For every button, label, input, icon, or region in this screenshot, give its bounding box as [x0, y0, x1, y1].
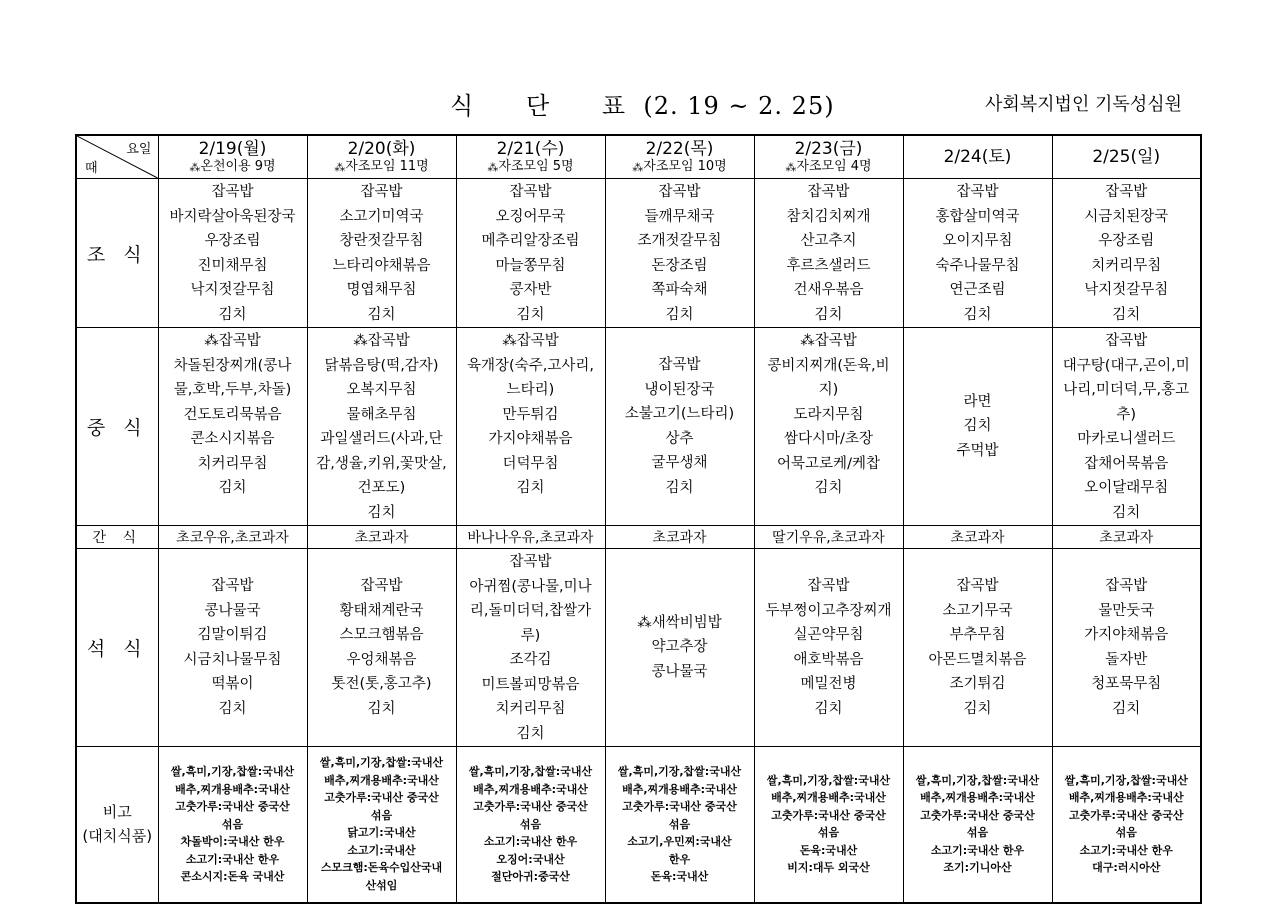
remark-line: 배추,찌개용배추:국내산 — [920, 791, 1035, 805]
menu-item: 조각김 — [509, 652, 552, 668]
remark-line: 비지:대두 외국산 — [787, 861, 870, 875]
menu-item: 도라지무침 — [793, 406, 864, 423]
remarks-row — [76, 747, 1201, 903]
menu-item: 바지락살아욱된장국 — [169, 208, 296, 225]
remark-line: 배추,찌개용배추:국내산 — [771, 791, 886, 805]
remark-line: 소고기:국내산 한우 — [185, 852, 280, 866]
header-row — [76, 135, 1201, 179]
remarks-label — [76, 747, 158, 903]
remarks-cell — [456, 747, 605, 903]
day-note-text: 자조모임 5명 — [498, 158, 574, 174]
menu-item: 김치 — [367, 700, 396, 717]
remark-line: 섞음 — [519, 817, 542, 831]
menu-item: 조개젓갈무침 — [637, 233, 722, 249]
lunch-cell — [1052, 328, 1201, 526]
remark-line: 쌀,흑미,기장,찹쌀:국내산 — [617, 765, 742, 778]
remark-line: 섞음 — [221, 817, 244, 831]
menu-item: 라면 — [963, 393, 992, 410]
menu-item: 숙주나물무침 — [935, 257, 1020, 274]
menu-item: 떡볶이 — [211, 676, 254, 692]
menu-item: 약고추장 — [651, 639, 708, 656]
remark-line: 쌀,흑미,기장,찹쌀:국내산 — [766, 773, 891, 787]
page-title: 식 단 표 (2. 19 ~ 2. 25) — [450, 92, 835, 120]
menu-item: 물만둣국 — [1098, 602, 1155, 619]
menu-item: 김치 — [963, 306, 992, 323]
day-note — [310, 159, 454, 176]
day-header-2 — [307, 135, 456, 179]
menu-item: 소고기무국 — [942, 602, 1013, 619]
snack-cell: 초코우유,초코과자 — [158, 526, 307, 549]
menu-item: 김치 — [814, 306, 843, 323]
menu-item: 마카로니샐러드 — [1077, 431, 1176, 447]
remark-line: 배추,찌개용배추:국내산 — [1068, 791, 1184, 805]
menu-item: 명엽채무침 — [346, 282, 417, 298]
remark-line: 섞음 — [817, 826, 840, 840]
menu-item: 후르츠샐러드 — [786, 257, 871, 274]
menu-item: 김치 — [516, 306, 545, 323]
menu-item: 치커리무침 — [1091, 257, 1162, 274]
remark-line: 닭고기:국내산 — [347, 826, 416, 840]
day-note — [757, 159, 901, 176]
menu-item: 오징어무국 — [495, 208, 566, 225]
lunch-cell — [158, 328, 307, 526]
remark-line: 고춧가루:국내산 중국산 — [1069, 808, 1184, 822]
snack-cell: 초코과자 — [1052, 526, 1201, 549]
breakfast-row — [76, 179, 1201, 328]
asterism-icon: ⁂ — [334, 160, 344, 174]
day-date: 2/24(토) — [943, 147, 1012, 167]
snack-cell: 초코과자 — [903, 526, 1052, 549]
day-date: 2/23(금) — [794, 138, 863, 159]
remark-line: 절단아귀:중국산 — [491, 870, 570, 883]
menu-item: 우장조림 — [1098, 233, 1155, 249]
menu-item: 청포묵무침 — [1091, 676, 1162, 692]
menu-item: 김치 — [665, 479, 694, 496]
menu-item: 잡곡밥 — [509, 184, 552, 200]
lunch-label: 중 식 — [76, 328, 158, 526]
menu-item: 잡곡밥 — [211, 578, 254, 594]
remark-line: 섞음 — [668, 817, 691, 831]
menu-item: 추) — [1116, 406, 1137, 423]
menu-item: 어묵고로케/케찹 — [777, 455, 880, 472]
menu-item: 김치 — [516, 725, 545, 742]
menu-item: 콘소시지볶음 — [190, 431, 275, 447]
remark-line: 쌀,흑미,기장,찹쌀:국내산 — [319, 756, 444, 770]
remark-line: 조기:기니아산 — [943, 861, 1012, 875]
menu-item: 나리,미더덕,무,홍고 — [1063, 382, 1190, 398]
dinner-cell — [456, 549, 605, 747]
menu-item: 가지야채볶음 — [488, 431, 573, 447]
breakfast-cell — [158, 179, 307, 328]
menu-item: 느타리) — [506, 382, 555, 398]
asterism-icon: ⁂ — [632, 160, 642, 174]
remarks-cell — [605, 747, 754, 903]
menu-item: 우엉채볶음 — [346, 651, 417, 668]
remarks-label-line2: (대치식품) — [82, 827, 153, 846]
remark-line: 고춧가루:국내산 중국산 — [920, 808, 1035, 822]
menu-item: 김치 — [963, 418, 992, 435]
menu-item: 콩나물국 — [204, 602, 261, 619]
menu-item: 육개장(숙주,고사리, — [467, 357, 594, 374]
day-note-text: 자조모임 11명 — [345, 158, 429, 174]
menu-item: 들깨무채국 — [644, 208, 715, 225]
asterism-icon: ⁂ — [487, 160, 497, 174]
menu-item: 소불고기(느타리) — [624, 406, 735, 422]
dinner-cell — [903, 549, 1052, 747]
remark-line: 섞음 — [370, 808, 393, 822]
lunch-row — [76, 328, 1201, 526]
menu-item: 리,돌미더덕,찹쌀가 — [469, 603, 592, 619]
remarks-cell — [158, 747, 307, 903]
menu-item: 김말이튀김 — [197, 627, 268, 643]
menu-item: 가지야채볶음 — [1084, 627, 1169, 643]
remark-line: 차돌박이:국내산 한우 — [180, 835, 285, 848]
remark-line: 쌀,흑미,기장,찹쌀:국내산 — [1064, 773, 1188, 787]
remarks-cell — [1052, 747, 1201, 903]
snack-cell: 딸기우유,초코과자 — [754, 526, 903, 549]
remark-line: 고춧가루:국내산 중국산 — [473, 800, 588, 813]
dinner-cell — [754, 549, 903, 747]
remark-line: 한우 — [668, 852, 691, 866]
remark-line: 스모크햄:돈육수입산국내 — [320, 861, 443, 875]
day-date: 2/22(목) — [645, 138, 714, 159]
day-header-5 — [754, 135, 903, 179]
dinner-cell — [158, 549, 307, 747]
menu-item: 오이달래무침 — [1084, 480, 1169, 496]
remark-line: 오징어:국내산 — [496, 852, 565, 866]
day-header-6 — [903, 135, 1052, 179]
menu-item: 잡곡밥 — [807, 578, 850, 594]
menu-item: 냉이된장국 — [644, 381, 715, 398]
snack-cell: 초코과자 — [307, 526, 456, 549]
menu-item: 오이지무침 — [942, 233, 1013, 249]
remark-line: 쌀,흑미,기장,찹쌀:국내산 — [468, 765, 593, 778]
remark-line: 돈육:국내산 — [650, 870, 709, 883]
menu-item: 마늘쫑무침 — [495, 257, 566, 274]
menu-item: 아몬드멸치볶음 — [928, 651, 1027, 668]
menu-item: 건포도) — [357, 480, 406, 496]
remark-line: 배추,찌개용배추:국내산 — [324, 773, 439, 787]
breakfast-cell — [1052, 179, 1201, 328]
menu-item: 시금치나물무침 — [183, 651, 282, 668]
dinner-cell — [605, 549, 754, 747]
remark-line: 고춧가루:국내산 중국산 — [622, 800, 737, 813]
breakfast-cell — [307, 179, 456, 328]
menu-item: 더덕무침 — [502, 455, 559, 472]
menu-item: 잡곡밥 — [360, 578, 403, 594]
menu-item: 김치 — [1112, 306, 1141, 323]
menu-item: 차돌된장찌개(콩나 — [173, 357, 292, 374]
remark-line: 대구:러시아산 — [1092, 861, 1161, 875]
menu-item: 조기튀김 — [949, 676, 1006, 692]
menu-item: 김치 — [1112, 700, 1141, 717]
day-note — [459, 159, 603, 176]
menu-item: 굴무생채 — [651, 455, 708, 471]
menu-item: 물,호박,두부,차돌) — [173, 382, 292, 398]
asterism-icon: ⁂ — [189, 160, 199, 174]
snack-cell: 초코과자 — [605, 526, 754, 549]
menu-item: 김치 — [218, 480, 247, 496]
menu-item: 김치 — [367, 504, 396, 521]
menu-item: 잡곡밥 — [807, 184, 850, 200]
menu-item: 김치 — [516, 480, 545, 496]
remark-line: 산섞임 — [365, 878, 398, 892]
menu-item: 실곤약무침 — [793, 627, 864, 643]
remarks-label-line1: 비고 — [102, 803, 132, 822]
menu-item: 주먹밥 — [956, 442, 999, 459]
menu-item: 지) — [818, 382, 839, 398]
remark-line: 배추,찌개용배추:국내산 — [175, 782, 290, 796]
menu-item: 연근조림 — [949, 282, 1006, 298]
menu-item: 잡곡밥 — [360, 184, 403, 200]
lunch-cell — [456, 328, 605, 526]
day-note-text: 온천이용 9명 — [200, 158, 276, 174]
menu-item: 콩자반 — [509, 282, 552, 298]
menu-item: 닭볶음탕(떡,감자) — [324, 357, 439, 374]
menu-item: 잡곡밥 — [1105, 333, 1148, 349]
menu-item: 잡곡밥 — [658, 357, 701, 373]
day-date: 2/19(월) — [198, 138, 267, 159]
remark-line: 섞음 — [1115, 826, 1137, 840]
menu-item: ⁂잡곡밥 — [204, 333, 261, 349]
menu-item: 스모크햄볶음 — [339, 627, 424, 643]
menu-item: 돈장조림 — [651, 257, 708, 274]
corner-cell — [76, 135, 158, 179]
menu-item: 황태채계란국 — [339, 602, 424, 619]
snack-cell: 바나나우유,초코과자 — [456, 526, 605, 549]
day-note-text: 자조모임 10명 — [643, 158, 727, 174]
menu-item: 건도토리묵볶음 — [183, 406, 282, 423]
snack-label: 간 식 — [76, 526, 158, 549]
day-note-text: 자조모임 4명 — [796, 158, 872, 174]
menu-item: 홍합살미역국 — [935, 208, 1020, 225]
remarks-cell — [903, 747, 1052, 903]
breakfast-cell — [605, 179, 754, 328]
day-header-7 — [1052, 135, 1201, 179]
menu-item: 잡곡밥 — [509, 554, 552, 570]
menu-item: 미트볼피망볶음 — [481, 676, 580, 693]
menu-item: 부추무침 — [949, 627, 1006, 643]
menu-item: 쌈다시마/초장 — [784, 431, 873, 447]
menu-item: 우장조림 — [204, 233, 261, 249]
menu-item: 치커리무침 — [495, 701, 566, 717]
menu-item: 김치 — [218, 306, 247, 323]
remark-line: 소고기:국내산 — [347, 843, 416, 857]
menu-item: 김치 — [963, 700, 992, 717]
remark-line: 고춧가루:국내산 중국산 — [324, 791, 439, 805]
menu-item: 김치 — [367, 306, 396, 323]
menu-item: 느타리야채볶음 — [332, 257, 431, 274]
remark-line: 쌀,흑미,기장,찹쌀:국내산 — [170, 765, 295, 778]
day-header-4 — [605, 135, 754, 179]
menu-item: 잡곡밥 — [956, 578, 999, 594]
menu-item: ⁂잡곡밥 — [800, 333, 857, 349]
menu-item: 창란젓갈무침 — [339, 233, 424, 249]
menu-item: 시금치된장국 — [1084, 208, 1169, 225]
dinner-cell — [1052, 549, 1201, 747]
menu-item: 상추 — [665, 430, 694, 447]
remark-line: 고춧가루:국내산 중국산 — [175, 800, 290, 813]
menu-item: 쪽파숙채 — [651, 282, 708, 298]
menu-item: 김치 — [814, 480, 843, 496]
organization-name: 사회복지법인 기독성심원 — [985, 94, 1182, 115]
dinner-row — [76, 549, 1201, 747]
day-header-3 — [456, 135, 605, 179]
day-header-1 — [158, 135, 307, 179]
menu-item: 톳전(톳,홍고추) — [331, 676, 432, 692]
menu-item: 과일샐러드(사과,단 — [320, 431, 443, 447]
menu-item: 아귀찜(콩나물,미나 — [469, 578, 592, 595]
menu-item: 건새우볶음 — [793, 282, 864, 298]
menu-item: 잡곡밥 — [956, 184, 999, 200]
menu-table — [75, 134, 1202, 904]
remarks-cell — [754, 747, 903, 903]
menu-item: 돌자반 — [1105, 651, 1148, 668]
menu-item: 메밀전병 — [800, 676, 857, 692]
remark-line: 소고기:국내산 한우 — [483, 835, 578, 848]
remark-line: 소고기:국내산 한우 — [1079, 843, 1173, 857]
menu-item: ⁂잡곡밥 — [353, 333, 410, 349]
menu-item: 루) — [520, 627, 541, 644]
remark-line: 소고기,우민찌:국내산 — [627, 835, 732, 848]
day-note — [161, 159, 305, 176]
menu-item: 김치 — [218, 700, 247, 717]
remarks-cell — [307, 747, 456, 903]
remark-line: 배추,찌개용배추:국내산 — [622, 782, 737, 796]
day-date: 2/21(수) — [496, 138, 565, 159]
menu-item: 만두튀김 — [502, 406, 559, 423]
remark-line: 소고기:국내산 한우 — [930, 843, 1025, 857]
menu-item: 김치 — [1112, 504, 1141, 521]
remark-line: 섞음 — [966, 826, 989, 840]
day-note — [608, 159, 752, 176]
breakfast-label: 조 식 — [76, 179, 158, 328]
dinner-cell — [307, 549, 456, 747]
menu-item: 잡곡밥 — [1105, 184, 1148, 200]
menu-item: 잡곡밥 — [658, 184, 701, 200]
breakfast-cell — [903, 179, 1052, 328]
menu-item: 잡곡밥 — [211, 184, 254, 200]
breakfast-cell — [456, 179, 605, 328]
lunch-cell — [605, 328, 754, 526]
remark-line: 배추,찌개용배추:국내산 — [473, 782, 588, 796]
menu-item: 산고추지 — [800, 233, 857, 249]
lunch-cell — [307, 328, 456, 526]
menu-item: ⁂잡곡밥 — [502, 333, 559, 349]
menu-item: ⁂새싹비빔밥 — [637, 614, 722, 631]
time-label: 때 — [85, 161, 98, 176]
day-date: 2/20(화) — [347, 138, 416, 159]
menu-item: 물해초무침 — [346, 406, 417, 423]
menu-item: 애호박볶음 — [793, 651, 864, 668]
menu-item: 김치 — [814, 700, 843, 717]
remark-line: 고춧가루:국내산 중국산 — [771, 808, 886, 822]
menu-item: 대구탕(대구,곤이,미 — [1062, 357, 1190, 374]
remark-line: 돈육:국내산 — [799, 843, 858, 857]
menu-item: 참치김치찌개 — [786, 208, 871, 225]
menu-item: 낙지젓갈무침 — [1084, 282, 1169, 298]
remark-line: 콘소시지:돈육 국내산 — [180, 870, 285, 883]
menu-item: 콩비지찌개(돈육,비 — [767, 357, 890, 374]
menu-item: 메추리알장조림 — [481, 233, 580, 249]
menu-item: 콩나물국 — [651, 663, 708, 680]
day-label: 요일 — [126, 142, 152, 157]
dinner-label: 석 식 — [76, 549, 158, 747]
menu-item: 진미채무침 — [197, 257, 268, 274]
lunch-cell — [754, 328, 903, 526]
lunch-cell — [903, 328, 1052, 526]
menu-item: 낙지젓갈무침 — [190, 282, 275, 298]
menu-item: 두부쩡이고추장찌개 — [765, 602, 892, 619]
menu-item: 잡곡밥 — [1105, 578, 1148, 594]
breakfast-cell — [754, 179, 903, 328]
menu-item: 감,생율,키위,꽃맛살, — [316, 455, 447, 472]
menu-item: 치커리무침 — [197, 455, 268, 472]
menu-item: 잡채어묵볶음 — [1084, 455, 1169, 472]
menu-item: 김치 — [665, 306, 694, 323]
remark-line: 쌀,흑미,기장,찹쌀:국내산 — [915, 773, 1040, 787]
menu-item: 오복지무침 — [346, 382, 417, 398]
asterism-icon: ⁂ — [785, 160, 795, 174]
menu-item: 소고기미역국 — [339, 208, 424, 225]
snack-row — [76, 526, 1201, 549]
day-date: 2/25(일) — [1092, 147, 1161, 167]
